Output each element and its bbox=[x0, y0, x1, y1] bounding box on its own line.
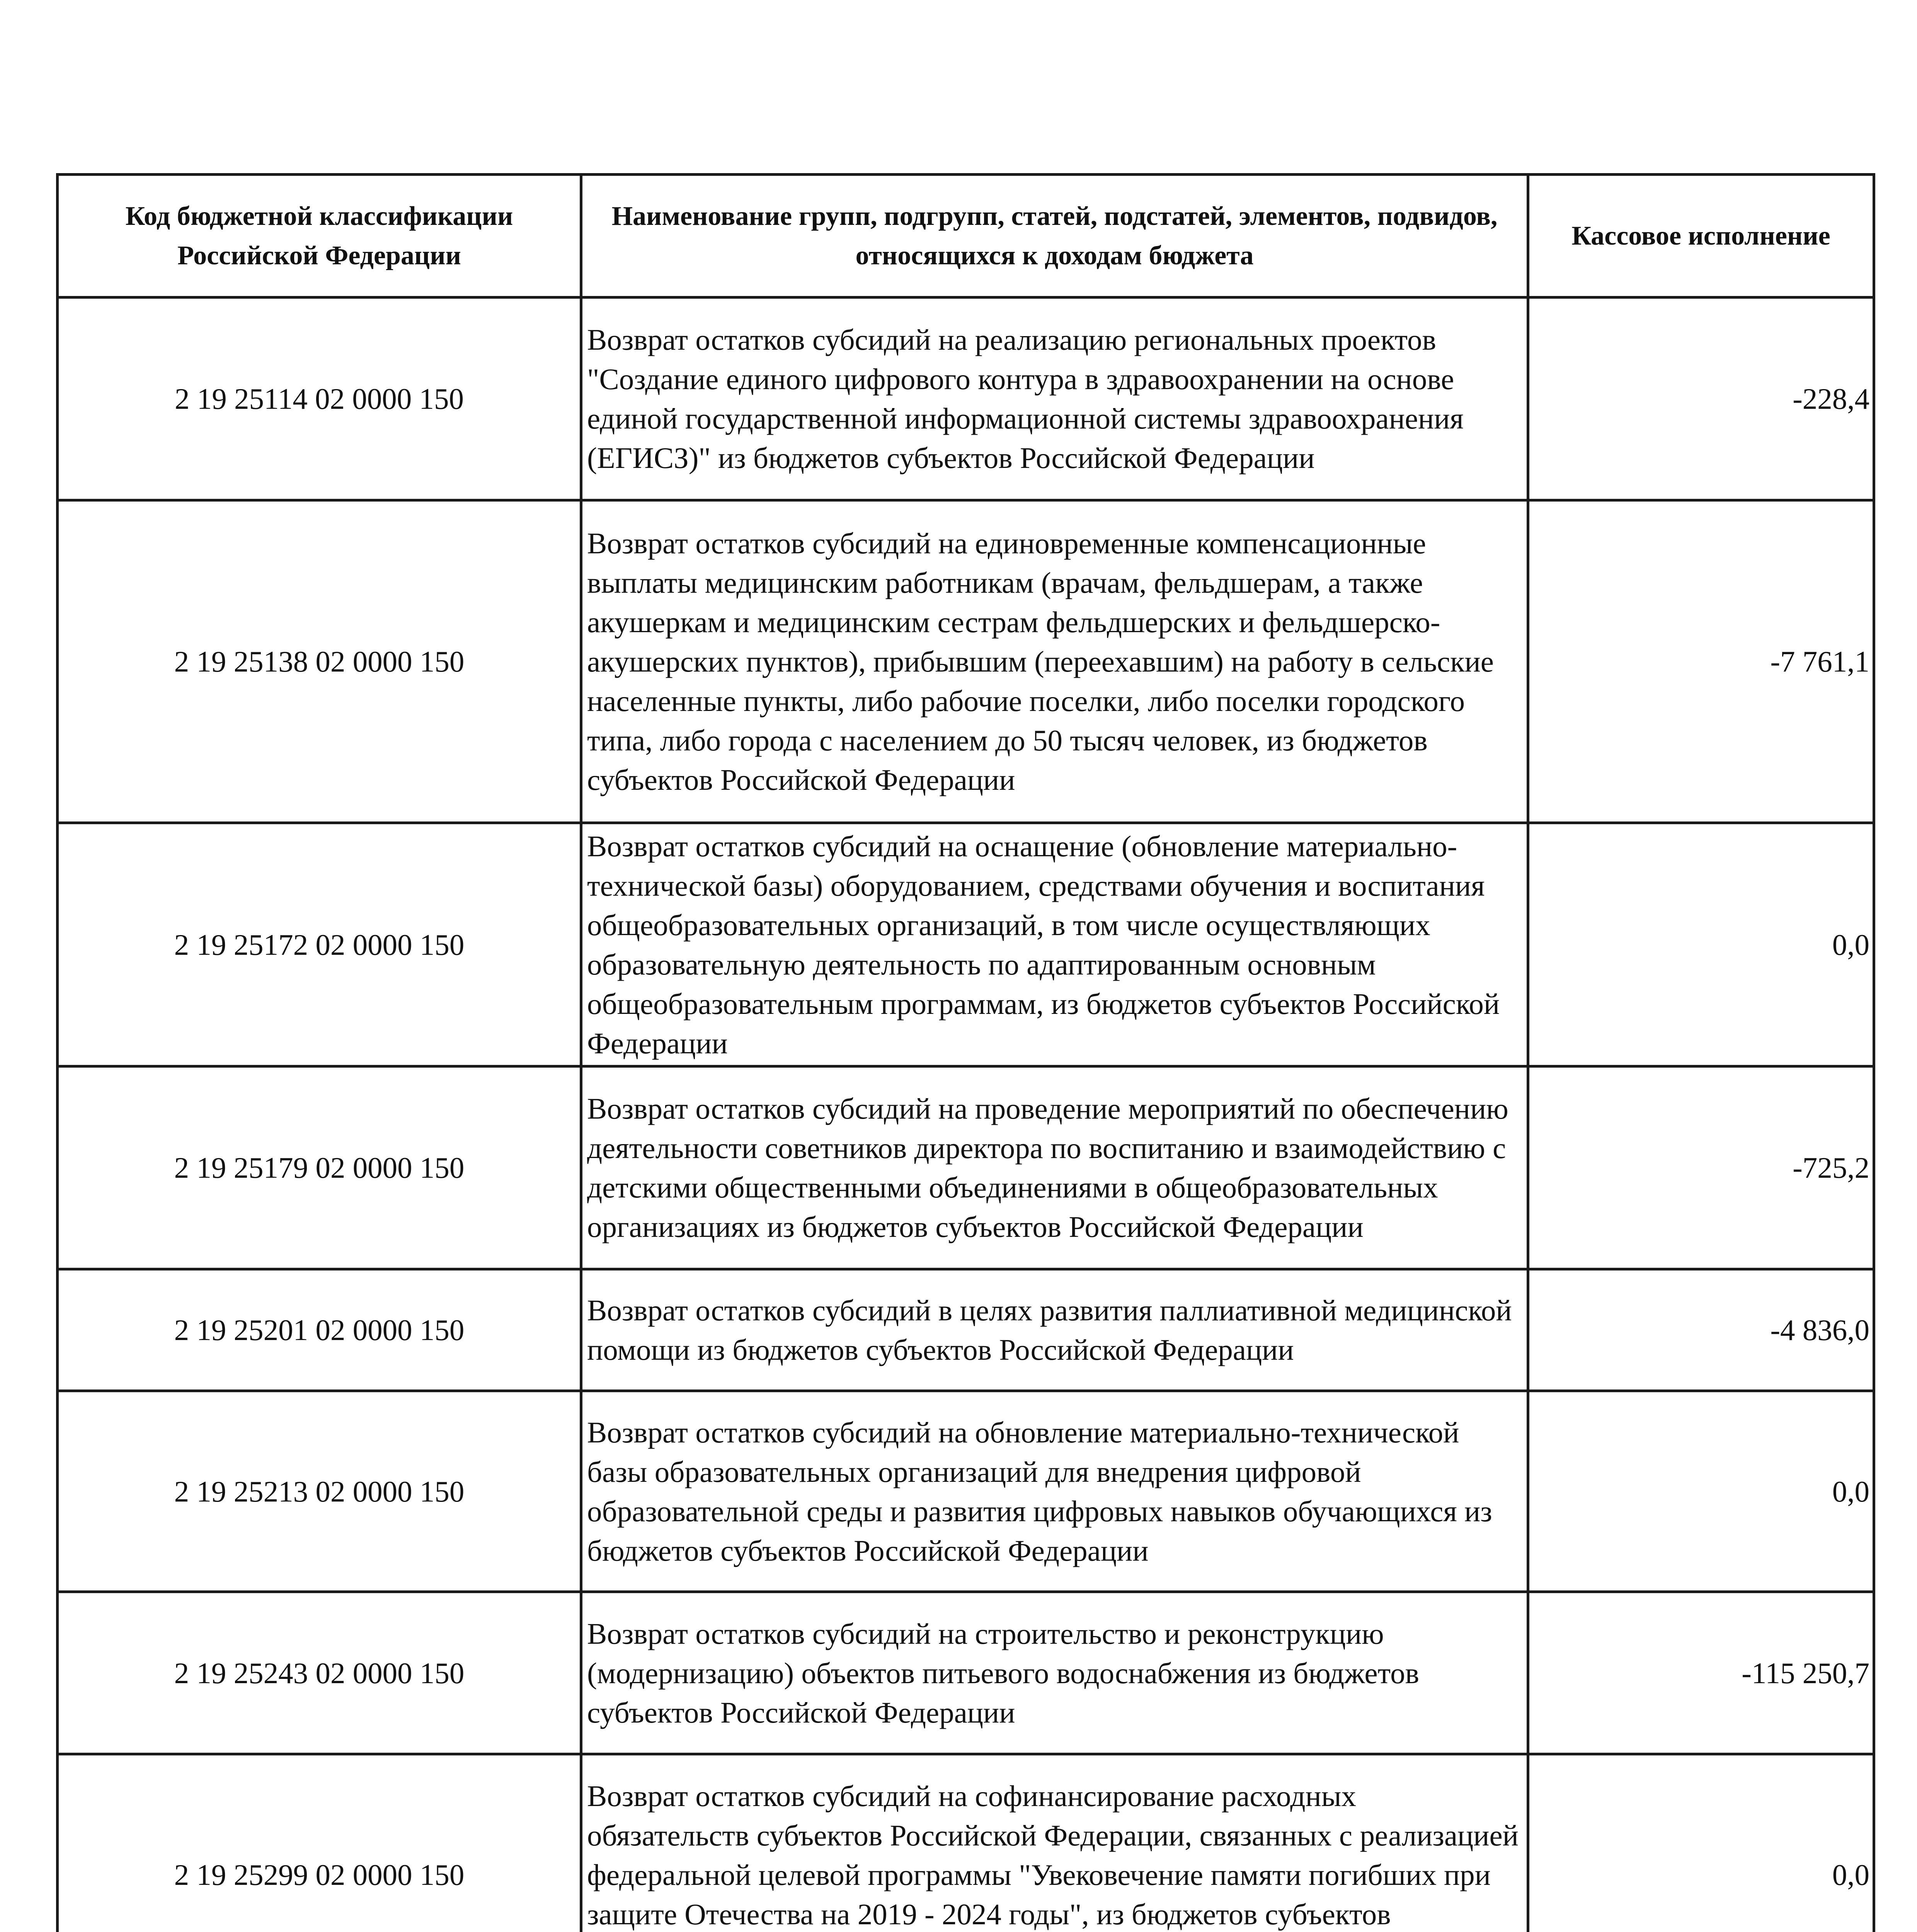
amount-cell: 0,0 bbox=[1528, 1391, 1874, 1592]
budget-code-cell: 2 19 25179 02 0000 150 bbox=[58, 1066, 581, 1269]
revenue-name-cell: Возврат остатков субсидий на строительство и реконструкцию (модернизацию) объектов питьевого водоснабжения из бюджетов субъектов Российской Федерации bbox=[581, 1592, 1528, 1754]
revenue-name-cell: Возврат остатков субсидий на софинансирование расходных обязательств субъектов Российской Федерации, связанных с реализацией федеральной целевой программы "Увековечение памяти погибших при защите Отечества на 2019 - 2024 годы", из бюджетов субъектов bbox=[581, 1754, 1528, 1932]
amount-cell: -725,2 bbox=[1528, 1066, 1874, 1269]
budget-code-cell: 2 19 25213 02 0000 150 bbox=[58, 1391, 581, 1592]
revenue-name-cell: Возврат остатков субсидий на реализацию региональных проектов "Создание единого цифрового контура в здравоохранении на основе единой государственной информационной системы здравоохранения (ЕГИСЗ)" из бюджетов субъектов Российской Федерации bbox=[581, 298, 1528, 500]
header-amount: Кассовое исполнение bbox=[1528, 175, 1874, 298]
budget-revenue-table bbox=[56, 173, 1875, 1932]
table-row bbox=[58, 298, 1874, 500]
revenue-name-cell: Возврат остатков субсидий на единовременные компенсационные выплаты медицинским работникам (врачам, фельдшерам, а также акушеркам и медицинским сестрам фельдшерских и фельдшерско-акушерских пунктов), прибывшим (переехавшим) на работу в сельские населенные пункты, либо рабочие поселки, либо поселки городского типа, либо города с населением до 50 тысяч человек, из бюджетов субъектов Российской Федерации bbox=[581, 500, 1528, 823]
header-name: Наименование групп, подгрупп, статей, подстатей, элементов, подвидов, относящихся к доходам бюджета bbox=[581, 175, 1528, 298]
revenue-name-cell: Возврат остатков субсидий на оснащение (обновление материально-технической базы) оборудованием, средствами обучения и воспитания общеобразовательных организаций, в том числе осуществляющих образовательную деятельность по адаптированным основным общеобразовательным программам, из бюджетов субъектов Российской Федерации bbox=[581, 823, 1528, 1066]
revenue-name-cell: Возврат остатков субсидий на проведение мероприятий по обеспечению деятельности советников директора по воспитанию и взаимодействию с детскими общественными объединениями в общеобразовательных организациях из бюджетов субъектов Российской Федерации bbox=[581, 1066, 1528, 1269]
amount-cell: -115 250,7 bbox=[1528, 1592, 1874, 1754]
table-row bbox=[58, 1754, 1874, 1932]
header-code: Код бюджетной классификации Российской Федерации bbox=[58, 175, 581, 298]
table-row bbox=[58, 823, 1874, 1066]
budget-code-cell: 2 19 25172 02 0000 150 bbox=[58, 823, 581, 1066]
budget-code-cell: 2 19 25243 02 0000 150 bbox=[58, 1592, 581, 1754]
table-body bbox=[58, 298, 1874, 1932]
header-row bbox=[58, 175, 1874, 298]
table-row bbox=[58, 1269, 1874, 1391]
table-row bbox=[58, 1592, 1874, 1754]
amount-cell: -228,4 bbox=[1528, 298, 1874, 500]
table-row bbox=[58, 500, 1874, 823]
table-header bbox=[58, 175, 1874, 298]
budget-code-cell: 2 19 25299 02 0000 150 bbox=[58, 1754, 581, 1932]
table-row bbox=[58, 1391, 1874, 1592]
amount-cell: 0,0 bbox=[1528, 823, 1874, 1066]
amount-cell: -4 836,0 bbox=[1528, 1269, 1874, 1391]
budget-code-cell: 2 19 25114 02 0000 150 bbox=[58, 298, 581, 500]
amount-cell: 0,0 bbox=[1528, 1754, 1874, 1932]
budget-code-cell: 2 19 25138 02 0000 150 bbox=[58, 500, 581, 823]
revenue-name-cell: Возврат остатков субсидий в целях развития паллиативной медицинской помощи из бюджетов субъектов Российской Федерации bbox=[581, 1269, 1528, 1391]
budget-code-cell: 2 19 25201 02 0000 150 bbox=[58, 1269, 581, 1391]
revenue-name-cell: Возврат остатков субсидий на обновление материально-технической базы образовательных организаций для внедрения цифровой образовательной среды и развития цифровых навыков обучающихся из бюджетов субъектов Российской Федерации bbox=[581, 1391, 1528, 1592]
table-row bbox=[58, 1066, 1874, 1269]
amount-cell: -7 761,1 bbox=[1528, 500, 1874, 823]
